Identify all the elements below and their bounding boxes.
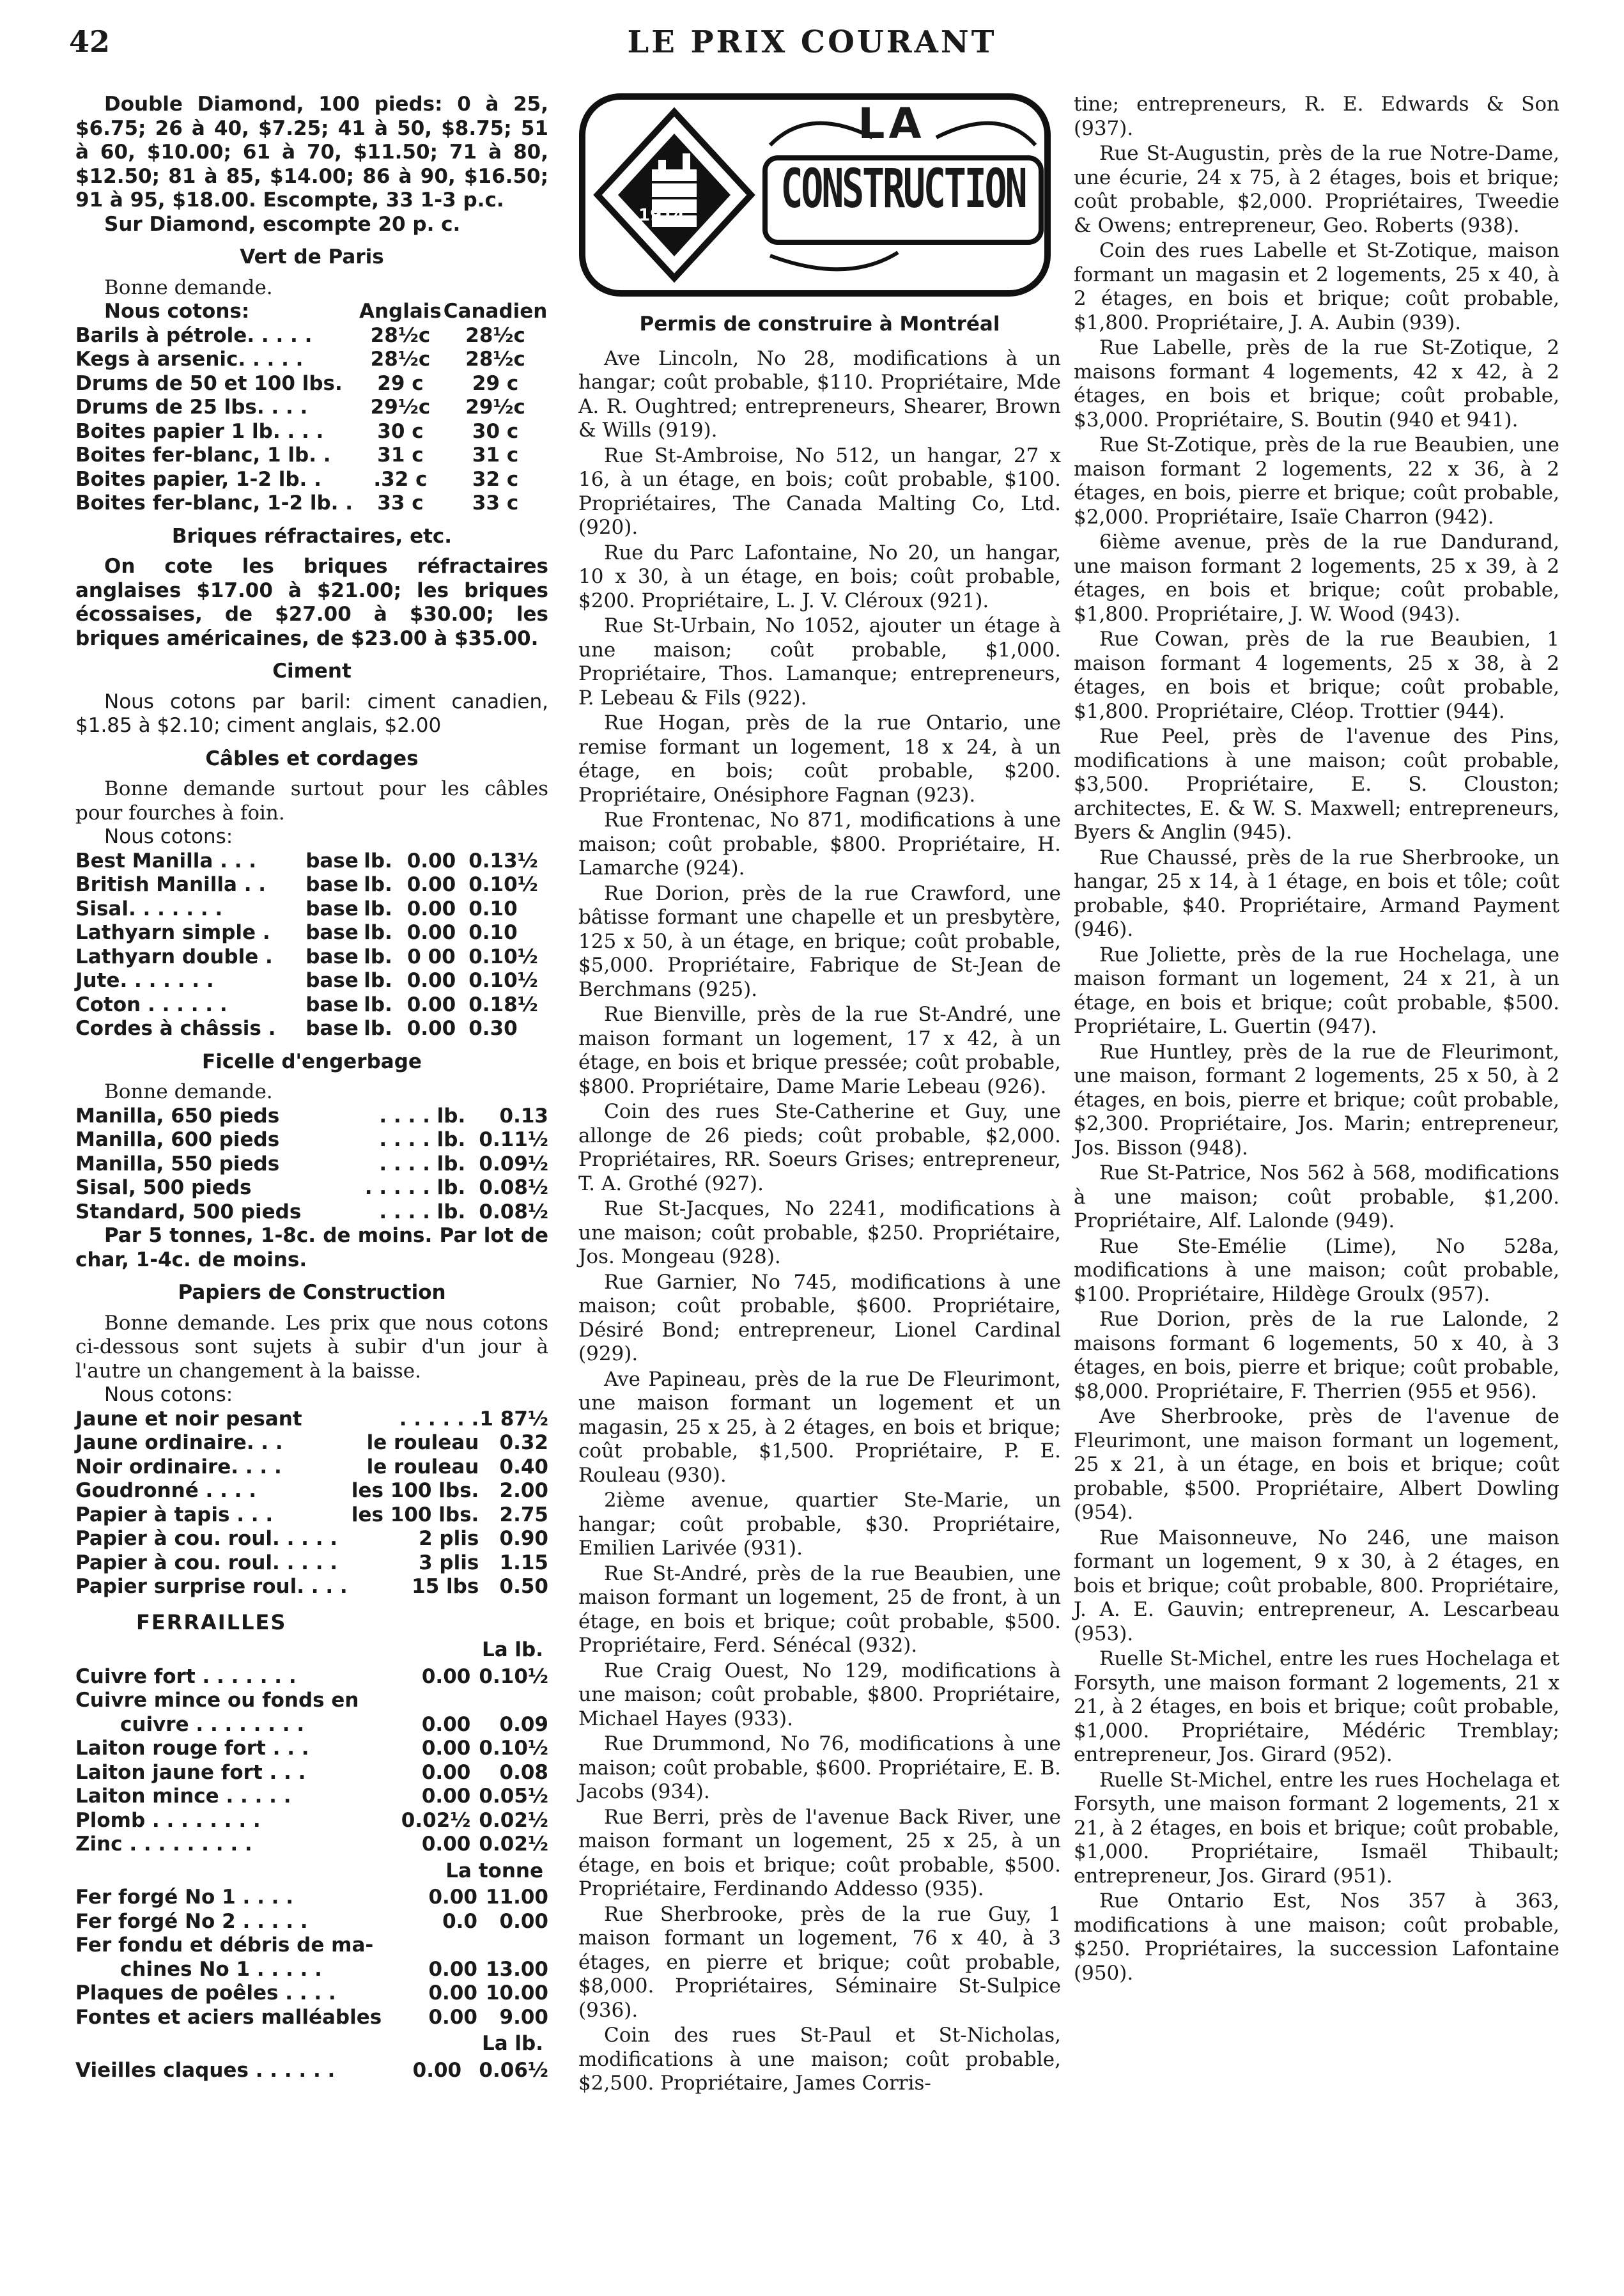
table-row xyxy=(75,945,548,970)
table-cell: Coton . . . . . . xyxy=(75,993,228,1016)
table-cell: 31 c xyxy=(472,444,519,467)
table-cell: 0.90 xyxy=(499,1527,548,1550)
table-cell: 0.10½ xyxy=(479,1664,548,1688)
table-row xyxy=(75,1176,548,1200)
table-cell: Plomb . . . . . . . . xyxy=(75,1808,261,1832)
table-row xyxy=(75,993,548,1018)
table-cell: base xyxy=(305,897,359,920)
table-cell: 0.08 xyxy=(499,1760,548,1784)
logo-emblem-text: 1914 xyxy=(638,206,685,225)
table-cell: 0.00 xyxy=(428,2005,477,2029)
table-cell: 0.00 xyxy=(428,1886,477,1909)
permit-entry: Rue du Parc Lafontaine, No 20, un hangar, 10 x 30, à un étage, en bois; coût probable, $200. Propriétaire, L. J. V. Cléroux (921). xyxy=(578,541,1061,612)
table-cell: base xyxy=(305,849,359,873)
table-row xyxy=(75,1886,548,1910)
page-title: LE PRIX COURANT xyxy=(627,24,997,60)
table-row xyxy=(75,1713,548,1737)
table-row xyxy=(75,1128,548,1152)
table-cell: 0.10½ xyxy=(479,1737,548,1760)
table-row xyxy=(75,1785,548,1809)
table-cell: 29½c xyxy=(370,396,431,419)
table-cell: 29½c xyxy=(465,396,525,419)
table-cell: Jaune ordinaire. . . xyxy=(75,1431,283,1454)
table-cell: 0.00 xyxy=(406,849,456,873)
papiers-text: Bonne demande. Les prix que nous cotons ci-dessous sont sujets à subir d'un jour à l'autre un changement à la baisse. xyxy=(75,1311,548,1383)
table-cell: le rouleau xyxy=(366,1431,479,1454)
page-header xyxy=(0,24,1624,75)
table-cell: 33 c xyxy=(377,492,424,515)
permit-entry: Rue Peel, près de l'avenue des Pins, modifications à une maison; coût probable, $3,500. Propriétaire, E. S. Clouston; architectes, E. & W. S. Maxwell; entrepreneurs, Byers & Anglin (945). xyxy=(1074,725,1559,844)
permit-entry: Rue Maisonneuve, No 246, une maison formant un logement, 9 x 30, à 2 étages, en bois et brique; coût probable, 800. Propriétaire, J. A. E. Gauvin; entrepreneur, A. Lescarbeau (953). xyxy=(1074,1526,1559,1645)
table-row xyxy=(75,1809,548,1833)
logo-banner: LA xyxy=(858,99,925,148)
page-number: 42 xyxy=(69,24,111,59)
permit-entry: Rue St-Zotique, près de la rue Beaubien, une maison formant 2 logements, 22 x 36, à 2 étages, en bois, pierre et brique; coût probable, $2,000. Propriétaire, Isaïe Charron (942). xyxy=(1074,433,1559,529)
table-cell: 0.00 xyxy=(406,1017,456,1040)
permit-entry: Coin des rues Ste-Catherine et Guy, une allonge de 26 pieds; coût probable, $2,000. Propriétaires, RR. Soeurs Grises; entrepreneur, T. A. Grothé (927). xyxy=(578,1100,1061,1195)
table-cell: 0.10½ xyxy=(468,873,538,896)
table-cell: . . . . lb. xyxy=(379,1152,466,1175)
table-cell: British Manilla . . xyxy=(75,873,267,896)
table-cell: 0.06½ xyxy=(479,2058,548,2082)
table-cell: cuivre . . . . . . . . xyxy=(120,1712,305,1736)
table-cell: 0.13 xyxy=(499,1104,548,1128)
permits-list xyxy=(578,347,1061,2096)
table-cell: 0.18½ xyxy=(468,993,538,1016)
table-cell: 0.40 xyxy=(499,1455,548,1478)
table-cell: Cuivre fort . . . . . . . xyxy=(75,1664,297,1688)
table-cell: base xyxy=(305,969,359,992)
table-cell: . . . . lb. xyxy=(379,1200,466,1223)
table-cell: lb. xyxy=(364,849,392,873)
table-cell: 0.30 xyxy=(468,1017,518,1040)
demand-text: Bonne demande. xyxy=(104,1080,273,1103)
table-row xyxy=(75,873,548,897)
cables-table xyxy=(75,849,548,1041)
table-cell: 13.00 xyxy=(485,1957,548,1981)
table-cell: 9.00 xyxy=(499,2005,548,2029)
permit-entry: Rue Frontenac, No 871, modifications à une maison; coût probable, $800. Propriétaire, H. Lamarche (924). xyxy=(578,809,1061,880)
table-row xyxy=(75,1479,548,1503)
table-cell: 0.32 xyxy=(499,1431,548,1454)
table-cell: 0.00 xyxy=(406,897,456,920)
table-cell: . . . . . . xyxy=(399,1407,479,1431)
table-row xyxy=(75,1833,548,1857)
permits-column xyxy=(578,93,1061,2097)
permit-entry: Ave Papineau, près de la rue De Fleurimont, une maison formant un logement et un magasin, 25 x 25, à 2 étages, en bois et brique; coût probable, $1,500. Propriétaire, P. E. Rouleau (930). xyxy=(578,1367,1061,1487)
table-cell: 0.02½ xyxy=(479,1833,548,1856)
permit-entry: Ave Lincoln, No 28, modifications à un hangar; coût probable, $110. Propriétaire, Mde A. R. Oughtred; entrepreneurs, Shearer, Brown & Wills (919). xyxy=(578,346,1061,442)
table-row xyxy=(75,1761,548,1785)
table-row xyxy=(75,348,548,372)
table-cell: Boites fer-blanc, 1-2 lb. . xyxy=(75,492,353,515)
permit-entry: Rue Ste-Emélie (Lime), No 528a, modifications à une maison; coût probable, $100. Propriétaire, Hildège Groulx (957). xyxy=(1074,1234,1559,1306)
table-cell: 10.00 xyxy=(485,1982,548,2005)
table-cell: lb. xyxy=(364,921,392,944)
table-cell: Manilla, 550 pieds xyxy=(75,1152,280,1175)
table-cell: 0.10 xyxy=(468,921,518,944)
prices-column xyxy=(75,93,548,2083)
table-row xyxy=(75,1200,548,1225)
table-cell: 28½c xyxy=(465,348,525,371)
table-row xyxy=(75,1503,548,1528)
permit-entry: Rue St-André, près de la rue Beaubien, une maison formant un logement, 25 de front, à un étage, en bois et brique; coût probable, $500. Propriétaire, Ferd. Sénécal (932). xyxy=(578,1562,1061,1657)
table-cell: 0.09 xyxy=(499,1712,548,1736)
section-title: Ciment xyxy=(272,660,352,683)
logo-word: CONSTRUCTION xyxy=(780,157,1026,221)
table-cell: 0.10 xyxy=(468,897,518,920)
table-cell: Jute. . . . . . . xyxy=(75,969,214,992)
table-cell: 2.75 xyxy=(499,1503,548,1526)
permit-entry: Rue Chaussé, près de la rue Sherbrooke, un hangar, 25 x 14, à 1 étage, en bois et tôle; coût probable, $40. Propriétaire, Armand Payment (946). xyxy=(1074,846,1559,941)
permit-entry: Rue St-Urbain, No 1052, ajouter un étage à une maison; coût probable, $1,000. Propriétaire, Thos. Lamanque; entrepreneurs, P. Lebeau & Fils (922). xyxy=(578,614,1061,710)
quote-label: Nous cotons: xyxy=(104,1383,233,1406)
table-cell: 30 c xyxy=(377,419,424,443)
table-cell: 0.00 xyxy=(406,993,456,1016)
table-cell: Cordes à châssis . xyxy=(75,1017,276,1040)
table-cell: base xyxy=(305,873,359,896)
table-row xyxy=(75,1431,548,1455)
table-cell: 32 c xyxy=(472,467,519,491)
permit-entry: Rue Ontario Est, Nos 357 à 363, modifications à une maison; coût probable, $250. Propriétaires, la succession Lafontaine (950). xyxy=(1074,1889,1559,1985)
ferrailles-table xyxy=(75,1665,548,1857)
table-cell: Jaune et noir pesant xyxy=(75,1407,302,1431)
table-cell: 28½c xyxy=(370,323,431,347)
table-cell: 3 plis xyxy=(419,1551,479,1574)
table-row xyxy=(75,1737,548,1761)
table-cell: Manilla, 650 pieds xyxy=(75,1104,280,1128)
table-cell: 0 00 xyxy=(407,945,456,968)
permit-entry: Ruelle St-Michel, entre les rues Hochelaga et Forsyth, une maison formant 2 logements, 21 x 21, à 2 étages, en bois et brique; coût probable, $1,000. Propriétaire, Médéric Tremblay; entrepreneur, Jos. Girard (952). xyxy=(1074,1647,1559,1766)
permits-column-continued xyxy=(1074,93,1559,1987)
table-cell: Plaques de poêles . . . . xyxy=(75,1982,336,2005)
table-cell: 28½c xyxy=(465,323,525,347)
permis-title: Permis de construire à Montréal xyxy=(639,313,1000,336)
table-cell: lb. xyxy=(364,1017,392,1040)
table-cell xyxy=(393,1689,471,1713)
table-cell: Lathyarn double . xyxy=(75,945,273,968)
permit-entry: 2ième avenue, quartier Ste-Marie, un hangar; coût probable, $30. Propriétaire, Emilien Larivée (931). xyxy=(578,1489,1061,1560)
table-cell: Goudronné . . . . xyxy=(75,1479,257,1502)
permit-entry: Rue St-Jacques, No 2241, modifications à une maison; coût probable, $250. Propriétaire, Jos. Mongeau (928). xyxy=(578,1197,1061,1268)
table-cell: lb. xyxy=(364,969,392,992)
unit-header: La lb. xyxy=(481,2032,543,2055)
table-cell: 0.00 xyxy=(421,1737,471,1760)
table-cell: Laiton mince . . . . . xyxy=(75,1785,291,1808)
permit-entry: Rue St-Ambroise, No 512, un hangar, 27 x 16, à un étage, en bois; coût probable, $100. Propriétaires, The Canada Malting Co, Ltd. (920). xyxy=(578,444,1061,539)
table-cell xyxy=(422,1934,477,1958)
table-cell: 0.13½ xyxy=(468,849,538,873)
table-cell: 0.02½ xyxy=(479,1808,548,1832)
table-cell: 0.05½ xyxy=(479,1785,548,1808)
permit-entry: Ruelle St-Michel, entre les rues Hochelaga et Forsyth, une maison formant 2 logements, 21 x 21, à 2 étages, en bois et brique; coût probable, $1,000. Propriétaire, Ismaël Thibault; entrepreneur, Jos. Girard (951). xyxy=(1074,1768,1559,1888)
table-cell: 0.00 xyxy=(406,969,456,992)
table-cell: 0.10½ xyxy=(468,969,538,992)
table-row xyxy=(75,1408,548,1432)
table-row xyxy=(75,1934,548,1958)
ferrailles-table xyxy=(75,2059,548,2083)
table-cell: 1.15 xyxy=(499,1551,548,1574)
table-cell: lb. xyxy=(364,945,392,968)
permit-entry: Rue Labelle, près de la rue St-Zotique, 2 maisons formant 4 logements, 42 x 42, à 2 étages, en bois et brique; coût probable, $3,000. Propriétaire, S. Boutin (940 et 941). xyxy=(1074,336,1559,431)
table-row xyxy=(75,1575,548,1599)
section-title: Câbles et cordages xyxy=(205,747,419,770)
permit-entry: Rue St-Patrice, Nos 562 à 568, modifications à une maison; coût probable, $1,200. Propriétaire, Alf. Lalonde (949). xyxy=(1074,1161,1559,1232)
table-cell: base xyxy=(305,945,359,968)
table-cell: 0.0 xyxy=(442,1909,477,1933)
la-construction-logo xyxy=(578,93,1051,297)
table-cell: 0.00 xyxy=(499,1909,548,1933)
table-cell: 0.00 xyxy=(421,1785,471,1808)
table-cell: 29 c xyxy=(377,371,424,395)
table-cell: chines No 1 . . . . . xyxy=(120,1957,322,1981)
table-row xyxy=(75,444,548,468)
section-title: Papiers de Construction xyxy=(178,1281,446,1304)
permit-entry: Rue Dorion, près de la rue Crawford, une bâtisse formant une chapelle et un presbytère, 125 x 50, à un étage, en brique; coût probable, $5,000. Propriétaire, Fabrique de St-Jean de Berchmans (925). xyxy=(578,881,1061,1001)
table-cell: Best Manilla . . . xyxy=(75,849,257,873)
table-cell: 0.09½ xyxy=(479,1152,548,1175)
demand-text: Bonne demande. xyxy=(104,275,273,299)
ficelle-note: Par 5 tonnes, 1-8c. de moins. Par lot de char, 1-4c. de moins. xyxy=(75,1224,548,1271)
briques-text: On cote les briques réfractaires anglaises $17.00 à $21.00; les briques écossaises, de $27.00 à $30.00; les briques américaines, de $23.00 à $35.00. xyxy=(75,555,548,650)
ficelle-table xyxy=(75,1105,548,1225)
table-cell: 0.08½ xyxy=(479,1200,548,1223)
papiers-table xyxy=(75,1408,548,1599)
table-cell: Fer forgé No 2 . . . . . xyxy=(75,1909,308,1933)
table-row xyxy=(75,1551,548,1576)
permit-entry: Coin des rues Labelle et St-Zotique, maison formant un magasin et 2 logements, 25 x 40, à 2 étages, en bois et brique; coût probable, $1,800. Propriétaire, J. A. Aubin (939). xyxy=(1074,239,1559,334)
table-cell: base xyxy=(305,993,359,1016)
table-cell: 15 lbs xyxy=(412,1575,479,1598)
table-row xyxy=(75,1527,548,1551)
table-cell: 0.00 xyxy=(421,1833,471,1856)
table-row xyxy=(75,1910,548,1934)
table-cell: Noir ordinaire. . . . xyxy=(75,1455,282,1478)
table-cell: 0.00 xyxy=(412,2058,462,2082)
table-cell: 29 c xyxy=(472,371,519,395)
section-title: Vert de Paris xyxy=(240,245,384,268)
table-row xyxy=(75,969,548,993)
permit-entry: 6ième avenue, près de la rue Dandurand, une maison formant 2 logements, 25 x 39, à 2 étages, en bois et brique; coût probable, $1,800. Propriétaire, J. W. Wood (943). xyxy=(1074,531,1559,626)
permit-entry: Coin des rues St-Paul et St-Nicholas, modifications à une maison; coût probable, $2,500. Propriétaire, James Corris- xyxy=(578,2024,1061,2095)
table-cell: Zinc . . . . . . . . . xyxy=(75,1833,252,1856)
permit-entry: Rue Craig Ouest, No 129, modifications à une maison; coût probable, $800. Propriétaire, Michael Hayes (933). xyxy=(578,1659,1061,1730)
table-cell: Vieilles claques . . . . . . xyxy=(75,2058,336,2082)
table-row xyxy=(75,1958,548,1982)
cables-text: Bonne demande surtout pour les câbles pour fourches à foin. xyxy=(75,777,548,825)
table-header: Canadien xyxy=(443,300,548,323)
table-cell: 0.10½ xyxy=(468,945,538,968)
table-row xyxy=(75,1455,548,1480)
table-cell: base xyxy=(305,1017,359,1040)
permit-entry: Rue Dorion, près de la rue Lalonde, 2 maisons formant 6 logements, 50 x 40, à 3 étages, en bois, pierre et brique; coût probable, $8,000. Propriétaire, F. Therrien (955 et 956). xyxy=(1074,1308,1559,1403)
permit-entry: Rue Hogan, près de la rue Ontario, une remise formant un logement, 18 x 24, à un étage, en bois; coût probable, $200. Propriétaire, Onésiphore Fagnan (923). xyxy=(578,711,1061,807)
table-cell: Manilla, 600 pieds xyxy=(75,1128,280,1151)
table-cell: 0.00 xyxy=(421,1760,471,1784)
table-row xyxy=(75,2059,548,2083)
table-cell: 0.00 xyxy=(406,921,456,944)
table-row xyxy=(75,396,548,420)
permit-entry: Rue Cowan, près de la rue Beaubien, 1 maison formant 4 logements, 25 x 38, à 2 étages, en bois et brique; coût probable, $1,800. Propriétaire, Cléop. Trottier (944). xyxy=(1074,628,1559,723)
table-row xyxy=(75,324,548,348)
table-cell: 33 c xyxy=(472,492,519,515)
table-cell xyxy=(470,1689,548,1713)
table-cell: lb. xyxy=(364,873,392,896)
table-cell: 0.50 xyxy=(499,1575,548,1598)
table-row xyxy=(75,1665,548,1689)
table-cell: Boites fer-blanc, 1 lb. . xyxy=(75,444,331,467)
permit-entry: Ave Sherbrooke, près de l'avenue de Fleurimont, une maison formant un logement, 25 x 21, à un étage, en bois et brique; coût probable, $500. Propriétaire, Albert Dowling (954). xyxy=(1074,1405,1559,1524)
table-cell: Papier à cou. roul. . . . . xyxy=(75,1551,338,1574)
table-cell: Sisal, 500 pieds xyxy=(75,1176,252,1199)
table-cell: 28½c xyxy=(370,348,431,371)
table-row xyxy=(75,1017,548,1041)
table-cell: Lathyarn simple . xyxy=(75,921,270,944)
permit-entry: Rue Huntley, près de la rue de Fleurimont, une maison, formant 2 logements, 25 x 50, à 2 étages, en bois, pierre et brique; coût probable, $2,300. Propriétaire, Jos. Marin; entrepreneur, Jos. Bisson (948). xyxy=(1074,1040,1559,1160)
table-cell: lb. xyxy=(364,897,392,920)
table-cell: Fer forgé No 1 . . . . xyxy=(75,1886,293,1909)
table-cell: les 100 lbs. xyxy=(351,1479,479,1502)
table-row xyxy=(75,1689,548,1713)
table-cell: Laiton rouge fort . . . xyxy=(75,1737,309,1760)
table-cell: 0.00 xyxy=(421,1664,471,1688)
table-cell: Drums de 50 et 100 lbs. xyxy=(75,371,343,395)
sur-diamond-text: Sur Diamond, escompte 20 p. c. xyxy=(104,212,461,236)
permit-entry: Rue Berri, près de l'avenue Back River, une maison formant un logement, 25 x 25, à un étage, en bois et brique; coût probable, $500. Propriétaire, Ferdinando Addesso (935). xyxy=(578,1805,1061,1900)
table-cell xyxy=(477,1934,548,1958)
vert-de-paris-table xyxy=(75,300,548,516)
table-row xyxy=(75,1152,548,1177)
table-cell: 2.00 xyxy=(499,1479,548,1502)
table-cell: Papier surprise roul. . . . xyxy=(75,1575,348,1598)
ferrailles-table xyxy=(75,1886,548,2029)
table-cell: 0.00 xyxy=(406,873,456,896)
table-cell: Sisal. . . . . . . xyxy=(75,897,223,920)
table-cell: base xyxy=(305,921,359,944)
table-row xyxy=(75,420,548,444)
table-cell: Papier à cou. roul. . . . . xyxy=(75,1527,338,1550)
table-row xyxy=(75,1982,548,2006)
quote-label: Nous cotons: xyxy=(104,825,233,848)
table-cell: Barils à pétrole. . . . . xyxy=(75,323,313,347)
permit-entry: Rue Bienville, près de la rue St-André, une maison formant un logement, 17 x 42, à un étage, en bois et brique pressée; coût probable, $800. Propriétaire, Dame Marie Lebeau (926). xyxy=(578,1003,1061,1098)
section-title: FERRAILLES xyxy=(136,1610,287,1634)
table-cell: Papier à tapis . . . xyxy=(75,1503,274,1526)
permit-entry: Rue Sherbrooke, près de la rue Guy, 1 maison formant un logement, 76 x 40, à 3 étages, en pierre et brique; coût probable, $8,000. Propriétaires, Séminaire St-Sulpice (936). xyxy=(578,1902,1061,2022)
section-title: Briques réfractaires, etc. xyxy=(171,524,452,548)
table-row xyxy=(75,372,548,396)
table-cell: 31 c xyxy=(377,444,424,467)
table-cell: 0.02½ xyxy=(401,1808,471,1832)
table-row xyxy=(75,2006,548,2030)
table-cell: le rouleau xyxy=(366,1455,479,1478)
section-title: Ficelle d'engerbage xyxy=(202,1050,422,1073)
table-cell: Fer fondu et débris de ma- xyxy=(75,1934,374,1957)
table-cell: les 100 lbs. xyxy=(351,1503,479,1526)
table-cell: 0.11½ xyxy=(479,1128,548,1151)
table-cell: 0.08½ xyxy=(479,1176,548,1199)
table-row xyxy=(75,849,548,874)
table-cell: 0.00 xyxy=(428,1982,477,2005)
table-cell: . . . . lb. xyxy=(379,1128,466,1151)
table-header: Nous cotons: xyxy=(104,300,250,323)
unit-header: La lb. xyxy=(481,1638,543,1661)
table-cell: . . . . . lb. xyxy=(364,1176,466,1199)
table-row xyxy=(75,897,548,922)
table-cell: Boites papier, 1-2 lb. . xyxy=(75,467,321,491)
table-cell: 11.00 xyxy=(485,1886,548,1909)
permit-entry: Rue Drummond, No 76, modifications à une maison; coût probable, $600. Propriétaire, E. B. Jacobs (934). xyxy=(578,1732,1061,1803)
table-cell: Boites papier 1 lb. . . . xyxy=(75,419,324,443)
table-row xyxy=(75,921,548,945)
permit-entry: Rue Garnier, No 745, modifications à une maison; coût probable, $600. Propriétaire, Désiré Bond; entrepreneur, Lionel Cardinal (929). xyxy=(578,1270,1061,1365)
table-cell: 1 87½ xyxy=(479,1407,548,1431)
table-cell: 30 c xyxy=(472,419,519,443)
permit-entry: Rue St-Augustin, près de la rue Notre-Dame, une écurie, 24 x 75, à 2 étages, bois et brique; coût probable, $2,000. Propriétaires, Tweedie & Owens; entrepreneur, Geo. Roberts (938). xyxy=(1074,142,1559,237)
table-cell: 0.00 xyxy=(428,1957,477,1981)
table-cell: Laiton jaune fort . . . xyxy=(75,1760,306,1784)
permit-entry: Rue Joliette, près de la rue Hochelaga, une maison formant un logement, 24 x 21, à un étage, en bois et brique; coût probable, $500. Propriétaire, L. Guertin (947). xyxy=(1074,943,1559,1038)
table-cell: Cuivre mince ou fonds en xyxy=(75,1689,359,1712)
permits-list xyxy=(1074,93,1559,1985)
table-cell: .32 c xyxy=(373,467,428,491)
table-cell: Standard, 500 pieds xyxy=(75,1200,302,1223)
permit-entry: tine; entrepreneurs, R. E. Edwards & Son (937). xyxy=(1074,93,1559,140)
table-cell: Fontes et aciers malléables xyxy=(75,2005,382,2029)
table-cell: Drums de 25 lbs. . . . xyxy=(75,396,308,419)
table-cell: 0.00 xyxy=(421,1712,471,1736)
table-header: Anglais xyxy=(359,300,442,323)
unit-header: La tonne xyxy=(445,1859,543,1882)
diamond-text: Double Diamond, 100 pieds: 0 à 25, $6.75; 26 à 40, $7.25; 41 à 50, $8.75; 51 à 60, $10.00; 61 à 70, $11.50; 71 à 80, $12.50; 81 à 85, $14.00; 86 à 90, $16.50; 91 à 95, $18.00. Escompte, 33 1-3 p.c. xyxy=(75,93,548,212)
table-cell: 2 plis xyxy=(419,1527,479,1550)
table-row xyxy=(75,492,548,516)
table-row xyxy=(75,1105,548,1129)
table-cell: lb. xyxy=(364,993,392,1016)
table-row xyxy=(75,468,548,492)
table-cell: . . . . lb. xyxy=(379,1104,466,1128)
ciment-text: Nous cotons par baril: ciment canadien, $1.85 à $2.10; ciment anglais, $2.00 xyxy=(75,690,548,737)
table-cell: Kegs à arsenic. . . . . xyxy=(75,348,304,371)
